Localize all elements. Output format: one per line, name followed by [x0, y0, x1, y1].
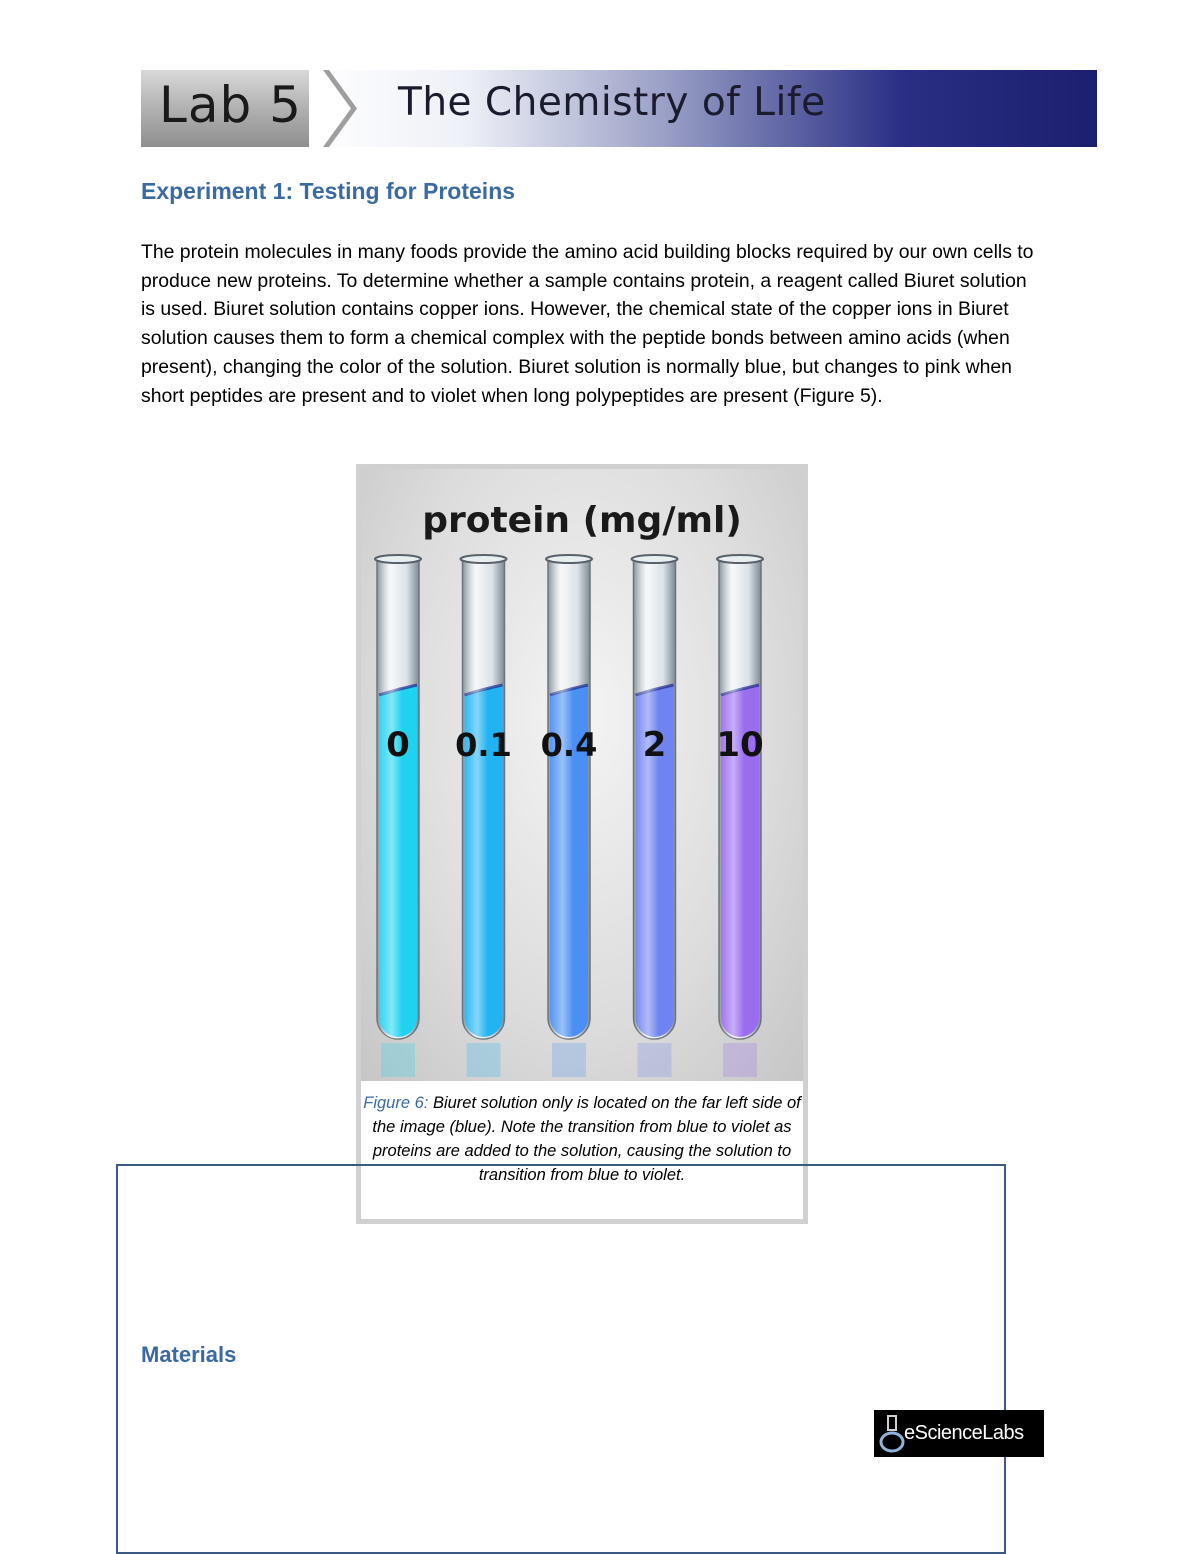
tube-rim — [717, 555, 763, 563]
tube-shine — [377, 559, 419, 1039]
tube-shine — [548, 559, 590, 1039]
tube-reflection — [723, 1043, 757, 1077]
tube-reflection — [638, 1043, 672, 1077]
experiment-paragraph: The protein molecules in many foods provide the amino acid building blocks required by our own cells to produce new proteins. To determine whether a sample contains protein, a reagent called Biuret solution is used. Biuret solution contains copper ions. However, the chemical state of the copper ions in Biuret solution causes them to form a chemical complex with the peptide bonds between amino acids (when present), changing the color of the solution. Biuret solution is normally blue, but changes to pink when short peptides are present and to violet when long polypeptides are present (Figure 5). — [141, 241, 1034, 407]
escience-labs-logo — [874, 1410, 1044, 1457]
tube-reflection — [552, 1043, 586, 1077]
tubes-illustration — [361, 469, 803, 1081]
figure-inner — [361, 469, 803, 1219]
title-bar — [309, 70, 1097, 147]
tube-rim — [461, 555, 507, 563]
chevron-right-icon — [309, 70, 369, 147]
figure-frame — [356, 464, 808, 1224]
tube-label: 0.1 — [455, 726, 512, 764]
test-tube — [632, 555, 678, 1077]
materials-heading: Materials — [141, 1342, 237, 1367]
test-tube — [541, 555, 598, 1077]
test-tube — [375, 555, 421, 1077]
header-banner — [141, 70, 1097, 147]
photo-title: protein (mg/ml) — [422, 500, 742, 541]
test-tube — [716, 555, 763, 1077]
figure-caption-text: Biuret solution only is located on the far left side of the image (blue). Note the transition from blue to violet as proteins are added to the solution, causing the solution to transition from blue to violet. — [372, 1094, 801, 1184]
experiment-heading: Experiment 1: Testing for Proteins — [141, 178, 516, 204]
biuret-tubes-photo — [361, 469, 803, 1081]
tube-shine — [719, 559, 761, 1039]
tube-label: 2 — [642, 725, 667, 765]
tube-shine — [634, 559, 676, 1039]
tube-label: 10 — [716, 725, 764, 765]
logo-text: eScienceLabs — [904, 1422, 1024, 1444]
tube-rim — [632, 555, 678, 563]
tube-reflection — [381, 1043, 415, 1077]
tube-label: 0.4 — [540, 726, 598, 764]
page-title: The Chemistry of Life — [398, 80, 826, 125]
figure-caption-label: Figure 6: — [363, 1094, 429, 1112]
materials-box — [116, 1164, 1006, 1554]
lab-label: Lab 5 — [159, 76, 302, 134]
tube-reflection — [467, 1043, 501, 1077]
tube-shine — [463, 559, 505, 1039]
tube-rim — [375, 555, 421, 563]
test-tube — [455, 555, 512, 1077]
tube-rim — [546, 555, 592, 563]
lab-number-box — [141, 70, 309, 147]
tube-label: 0 — [386, 725, 410, 765]
